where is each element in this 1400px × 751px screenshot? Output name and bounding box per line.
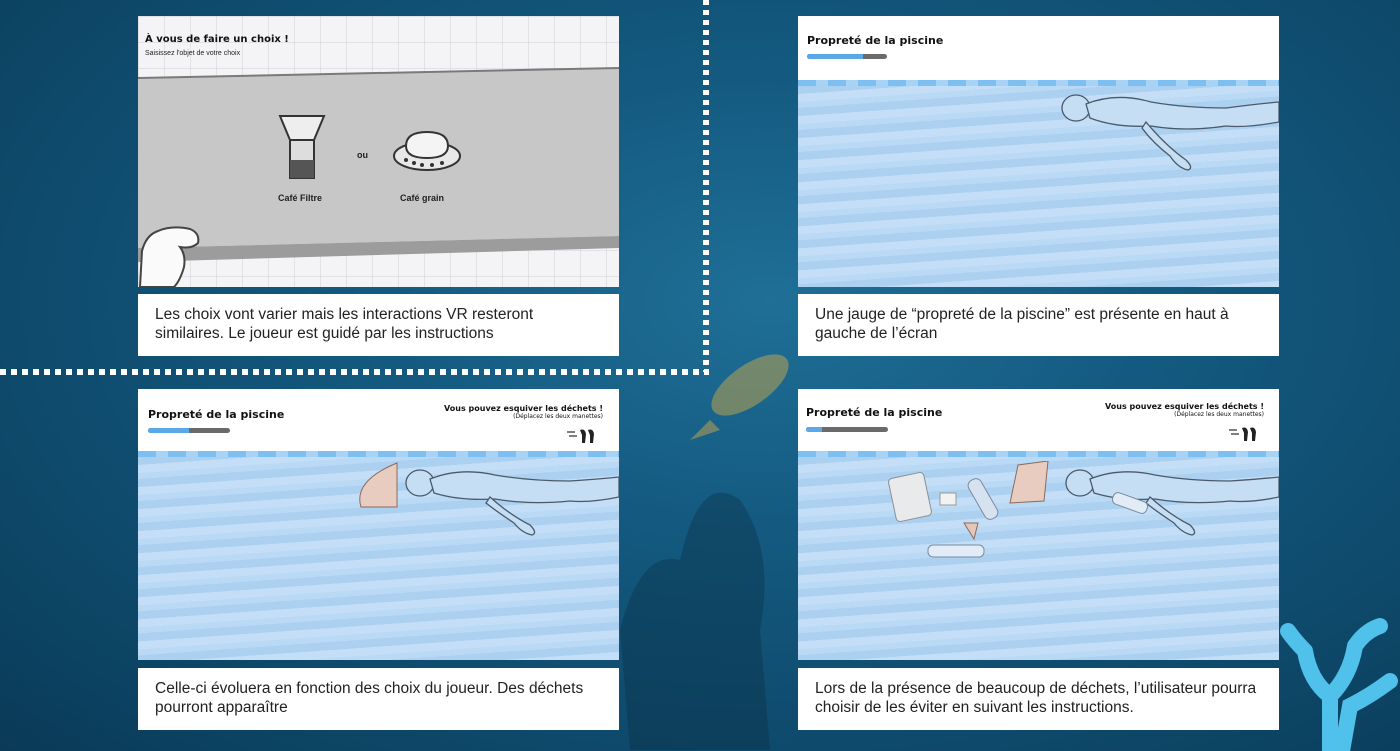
dodge-instructions — [444, 404, 603, 420]
dodge-title: Vous pouvez esquiver les déchets ! — [1105, 402, 1264, 411]
vr-hand-icon — [138, 221, 208, 287]
coral-decoration — [1270, 601, 1400, 751]
gauge-fill — [806, 427, 822, 432]
caption-evolution: Celle-ci évoluera en fonction des choix du joueur. Des déchets pourront apparaître — [138, 668, 619, 730]
separator-label: ou — [357, 150, 368, 160]
trash-fragment — [353, 461, 398, 509]
swimmer-figure — [1056, 82, 1279, 172]
gauge-title: Propreté de la piscine — [148, 408, 285, 421]
caption-dodge: Lors de la présence de beaucoup de déchets, l’utilisateur pourra choisir de les éviter en suivant les instructions. — [798, 668, 1279, 730]
coffee-filter-icon[interactable] — [278, 114, 328, 182]
choice-subtitle: Saisissez l'objet de votre choix — [145, 50, 241, 57]
choice-title: À vous de faire un choix ! — [145, 34, 289, 45]
dotted-divider-vertical — [703, 0, 709, 372]
caption-gauge: Une jauge de “propreté de la piscine” est présente en haut à gauche de l’écran — [798, 294, 1279, 356]
option-grain-label: Café grain — [400, 193, 445, 203]
coffee-cup-icon[interactable] — [392, 128, 462, 172]
dodge-hint: (Déplacez les deux manettes) — [513, 413, 603, 420]
vr-controllers-icon — [565, 428, 595, 444]
caption-choice: Les choix vont varier mais les interactions VR resteront similaires. Le joueur est guidé par les instructions — [138, 294, 619, 356]
floating-trash — [888, 461, 1058, 561]
swimmer-figure — [1060, 459, 1279, 539]
gauge-title: Propreté de la piscine — [807, 34, 944, 47]
cleanliness-gauge — [148, 428, 230, 433]
gauge-fill — [807, 54, 863, 59]
panel-evolution-screenshot — [138, 389, 619, 660]
dotted-divider-horizontal — [0, 369, 709, 375]
dodge-instructions — [1105, 402, 1264, 418]
gauge-title: Propreté de la piscine — [806, 406, 943, 419]
background-rock — [610, 430, 780, 750]
panel-choice-screenshot — [138, 16, 619, 287]
cleanliness-gauge — [807, 54, 887, 59]
cleanliness-gauge — [806, 427, 888, 432]
panel-dodge-screenshot — [798, 389, 1279, 660]
swimmer-figure — [400, 457, 619, 537]
panel-gauge-screenshot — [798, 16, 1279, 287]
dodge-hint: (Déplacez les deux manettes) — [1174, 411, 1264, 418]
gauge-fill — [148, 428, 189, 433]
vr-controllers-icon — [1227, 426, 1257, 442]
dodge-title: Vous pouvez esquiver les déchets ! — [444, 404, 603, 413]
option-filter-label: Café Filtre — [278, 193, 323, 203]
